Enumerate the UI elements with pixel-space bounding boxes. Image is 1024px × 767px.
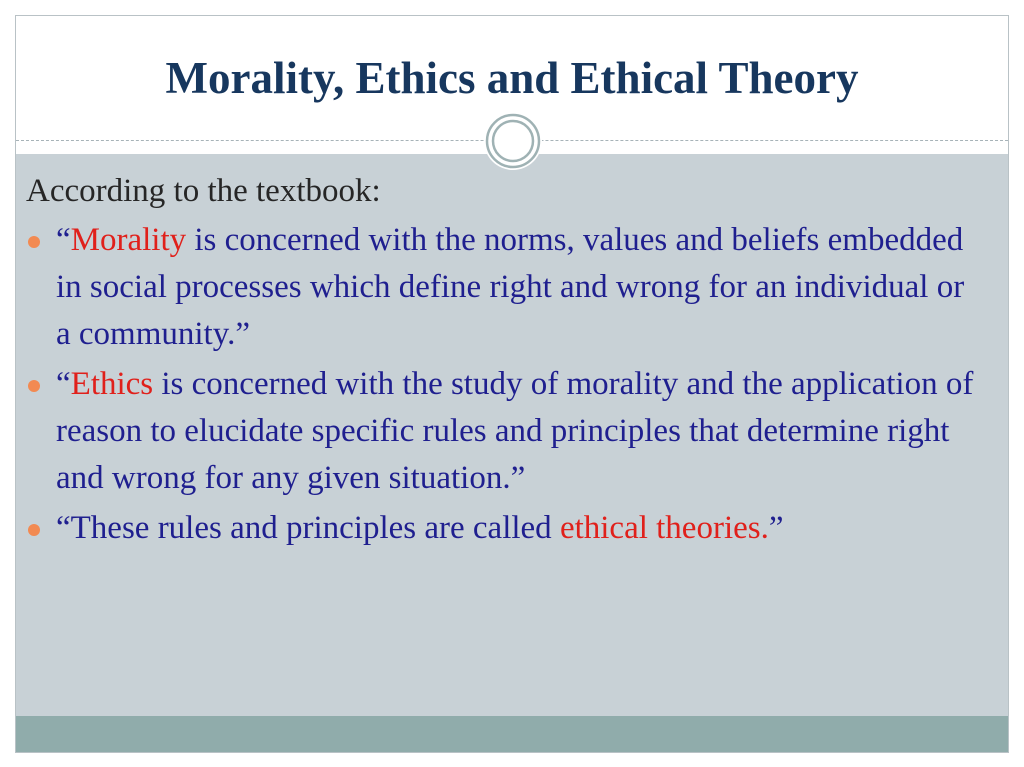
bullet-lead: “These rules and principles are called [56, 510, 560, 546]
bullet-text: is concerned with the study of morality and the application of reason to elucidate specific rules and principles that determine right and wrong for any given situation.” [56, 366, 974, 496]
slide-body [26, 168, 986, 555]
open-quote: “ [56, 366, 71, 402]
double-ring-ornament-icon [484, 112, 542, 170]
open-quote: “ [56, 222, 71, 258]
bullet-morality [26, 217, 986, 358]
close-quote: ” [768, 510, 784, 546]
bullet-text: is concerned with the norms, values and beliefs embedded in social processes which define right and wrong for an individual or a community.” [56, 222, 965, 352]
slide-title: Morality, Ethics and Ethical Theory [165, 53, 859, 103]
bullet-list [26, 217, 986, 552]
bullet-dot-icon [28, 524, 40, 536]
intro-text: According to the textbook: [26, 173, 381, 209]
bullet-ethical-theories [26, 505, 986, 552]
bullet-ethics [26, 361, 986, 502]
term-ethical-theories: ethical theories. [559, 510, 769, 546]
term-ethics: Ethics [70, 366, 154, 402]
term-morality: Morality [70, 222, 187, 258]
bullet-dot-icon [28, 380, 40, 392]
footer-band [16, 716, 1008, 752]
bullet-dot-icon [28, 236, 40, 248]
